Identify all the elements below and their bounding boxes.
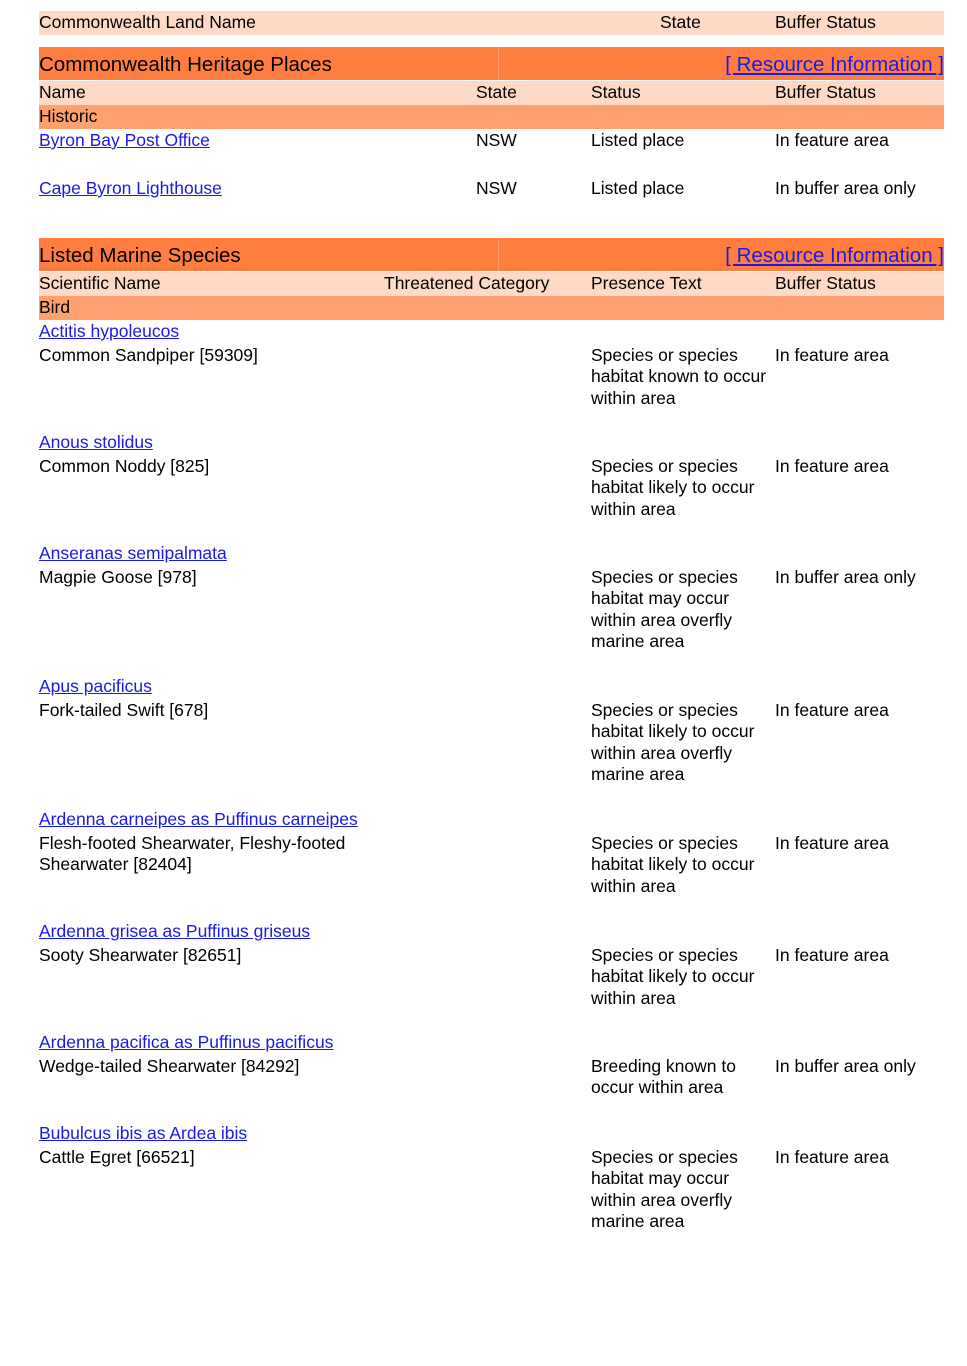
species-buffer-status: In feature area (775, 456, 889, 476)
species-buffer-status: In buffer area only (775, 1056, 916, 1076)
heritage-place-status: Listed place (591, 178, 685, 198)
species-presence-text: Species or species habitat likely to occur within area (591, 456, 755, 519)
species-presence-text: Species or species habitat likely to occur within area overfly marine area (591, 700, 755, 784)
col-header-state: State (476, 82, 517, 102)
species-common-name: Cattle Egret [66521] (39, 1147, 195, 1167)
species-buffer-status: In feature area (775, 345, 889, 365)
species-common-name: Magpie Goose [978] (39, 567, 197, 587)
heritage-section-title: Commonwealth Heritage Places (39, 53, 332, 76)
species-common-name: Sooty Shearwater [82651] (39, 945, 242, 965)
marine-section-title: Listed Marine Species (39, 244, 241, 267)
species-presence-text: Species or species habitat may occur within area overfly marine area (591, 567, 738, 651)
heritage-place-buffer-status: In feature area (775, 130, 889, 150)
species-scientific-link[interactable]: Ardenna pacifica as Puffinus pacificus (39, 1032, 334, 1052)
col-header-threatened-category: Threatened Category (384, 273, 550, 293)
species-presence-text: Breeding known to occur within area (591, 1056, 736, 1098)
species-buffer-status: In buffer area only (775, 567, 916, 587)
species-common-name: Wedge-tailed Shearwater [84292] (39, 1056, 300, 1076)
species-common-name: Fork-tailed Swift [678] (39, 700, 209, 720)
heritage-place-state: NSW (476, 130, 517, 150)
species-presence-text: Species or species habitat may occur within area overfly marine area (591, 1147, 738, 1231)
heritage-resource-link[interactable]: [ Resource Information ] (725, 53, 944, 76)
heritage-place-link[interactable]: Cape Byron Lighthouse (39, 178, 222, 198)
species-buffer-status: In feature area (775, 700, 889, 720)
species-common-name: Common Sandpiper [59309] (39, 345, 258, 365)
species-scientific-link[interactable]: Ardenna carneipes as Puffinus carneipes (39, 809, 358, 829)
species-scientific-link[interactable]: Anous stolidus (39, 432, 153, 452)
species-presence-text: Species or species habitat likely to occur within area (591, 945, 755, 1008)
marine-group-row (39, 296, 944, 320)
col-header-presence-text: Presence Text (591, 273, 702, 293)
heritage-group-row (39, 105, 944, 129)
col-header-scientific-name: Scientific Name (39, 273, 161, 293)
heritage-place-status: Listed place (591, 130, 685, 150)
species-presence-text: Species or species habitat known to occur within area (591, 345, 767, 408)
heritage-place-buffer-status: In buffer area only (775, 178, 916, 198)
species-scientific-link[interactable]: Ardenna grisea as Puffinus griseus (39, 921, 311, 941)
marine-resource-link[interactable]: [ Resource Information ] (725, 244, 944, 267)
species-common-name: Flesh-footed Shearwater, Fleshy-footed Shearwater [82404] (39, 833, 346, 875)
col-header-state: State (660, 12, 701, 32)
species-scientific-link[interactable]: Anseranas semipalmata (39, 543, 227, 563)
col-header-land-name: Commonwealth Land Name (39, 12, 256, 32)
species-scientific-link[interactable]: Apus pacificus (39, 676, 152, 696)
species-buffer-status: In feature area (775, 945, 889, 965)
heritage-group-label: Historic (39, 106, 98, 126)
heritage-place-link[interactable]: Byron Bay Post Office (39, 130, 210, 150)
col-header-buffer-status: Buffer Status (775, 82, 876, 102)
species-scientific-link[interactable]: Bubulcus ibis as Ardea ibis (39, 1123, 248, 1143)
species-buffer-status: In feature area (775, 833, 889, 853)
species-presence-text: Species or species habitat likely to occur within area (591, 833, 755, 896)
species-common-name: Common Noddy [825] (39, 456, 210, 476)
marine-group-label: Bird (39, 297, 71, 317)
species-buffer-status: In feature area (775, 1147, 889, 1167)
col-header-buffer-status: Buffer Status (775, 273, 876, 293)
heritage-place-state: NSW (476, 178, 517, 198)
col-header-name: Name (39, 82, 86, 102)
col-header-buffer-status: Buffer Status (775, 12, 876, 32)
species-scientific-link[interactable]: Actitis hypoleucos (39, 321, 180, 341)
col-header-status: Status (591, 82, 641, 102)
